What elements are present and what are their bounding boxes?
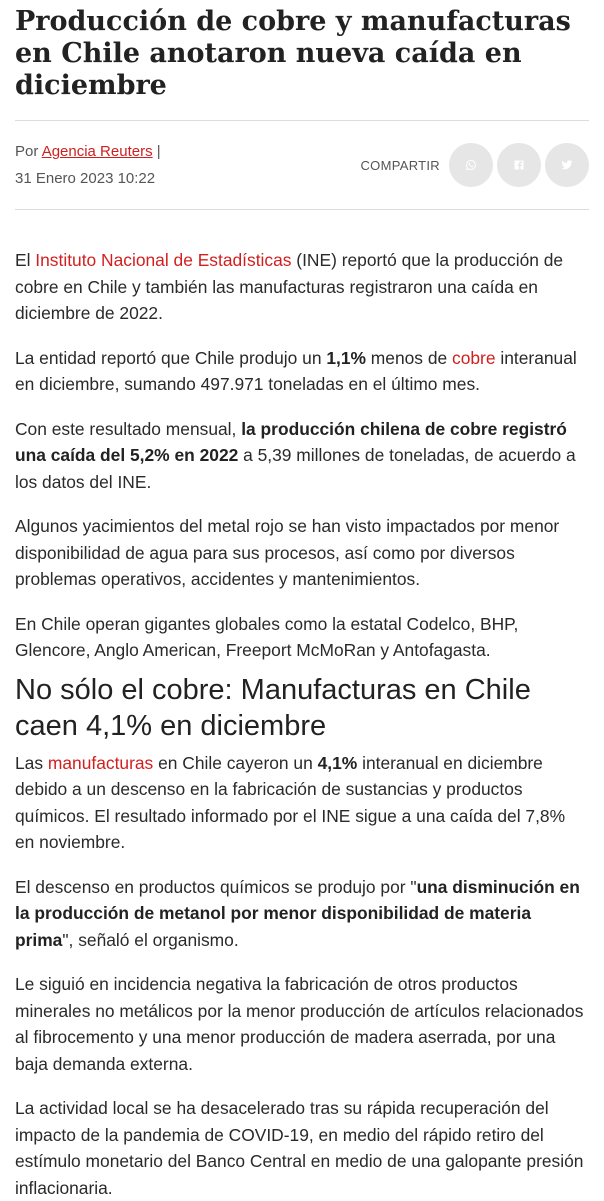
paragraph-7 <box>15 874 589 954</box>
byline-row <box>15 121 589 209</box>
ine-link[interactable]: Instituto Nacional de Estadísticas <box>35 250 292 270</box>
bold-text: una disminución en la producción de metanol por menor disponibilidad de materia prima <box>15 876 580 950</box>
share-label: COMPARTIR <box>360 157 440 173</box>
text: a 5,39 millones de toneladas, de acuerdo a los datos del INE. <box>15 445 576 492</box>
article-body <box>15 210 589 1201</box>
paragraph-3 <box>15 416 589 496</box>
twitter-share-button[interactable] <box>545 143 589 187</box>
text: en Chile cayeron un <box>153 752 318 773</box>
byline-prefix: Por <box>15 143 39 160</box>
whatsapp-icon <box>465 159 477 171</box>
cobre-link[interactable]: cobre <box>452 347 496 368</box>
facebook-share-button[interactable] <box>497 143 541 187</box>
bold-text: 4,1% <box>317 752 358 773</box>
article-title: Producción de cobre y manufacturas en Chile anotaron nueva caída en diciembre <box>15 6 571 101</box>
share-bar <box>360 143 589 187</box>
text: interanual en diciembre, sumando 497.971 toneladas en el último mes. <box>15 347 577 394</box>
text: El <box>15 250 36 270</box>
bold-text: la producción chilena de cobre registró una caída del 5,2% en 2022 <box>15 418 567 465</box>
paragraph-2 <box>15 345 589 398</box>
twitter-icon <box>561 159 573 171</box>
text: Con este resultado mensual, <box>15 418 242 439</box>
paragraph-1 <box>15 247 589 327</box>
facebook-icon <box>513 159 525 171</box>
article-container <box>0 6 604 1201</box>
text: Las <box>15 752 48 773</box>
whatsapp-share-button[interactable] <box>449 143 493 187</box>
paragraph-6 <box>15 750 589 856</box>
text: (INE) reportó que la producción de cobre en Chile y también las manufacturas registraron una caída en diciembre de 2022. <box>15 250 564 323</box>
byline <box>15 138 161 192</box>
text: menos de <box>365 347 453 368</box>
paragraph-4: Algunos yacimientos del metal rojo se han visto impactados por menor disponibilidad de agua para sus procesos, así como por diversos problemas operativos, accidentes y mantenimientos. <box>15 516 560 589</box>
bold-text: 1,1% <box>326 347 366 368</box>
text: interanual en diciembre debido a un descenso en la fabricación de sustancias y productos químicos. El resultado informado por el INE sigue a una caída del 7,8% en noviembre. <box>15 752 566 852</box>
text: El descenso en productos químicos se produjo por " <box>15 876 417 897</box>
text: La entidad reportó que Chile produjo un <box>15 347 327 368</box>
section-heading: No sólo el cobre: Manufacturas en Chile caen 4,1% en diciembre <box>15 673 531 742</box>
paragraph-8: Le siguió en incidencia negativa la fabricación de otros productos minerales no metálicos por la menor producción de artículos relacionados al fibrocemento y una menor producción de madera aserrada, por una baja demanda externa. <box>15 974 584 1074</box>
paragraph-5: En Chile operan gigantes globales como la estatal Codelco, BHP, Glencore, Anglo American, Freeport McMoRan y Antofagasta. <box>15 613 519 660</box>
author-link[interactable]: Agencia Reuters <box>41 143 153 160</box>
byline-separator: | <box>156 143 161 160</box>
manufacturas-link[interactable]: manufacturas <box>47 752 154 773</box>
text: ", señaló el organismo. <box>62 929 239 950</box>
paragraph-9: La actividad local se ha desacelerado tras su rápida recuperación del impacto de la pandemia de COVID-19, en medio del rápido retiro del estímulo monetario del Banco Central en medio de una galopante presión inflacionaria. <box>15 1098 584 1198</box>
publish-date: 31 Enero 2023 10:22 <box>15 170 156 187</box>
